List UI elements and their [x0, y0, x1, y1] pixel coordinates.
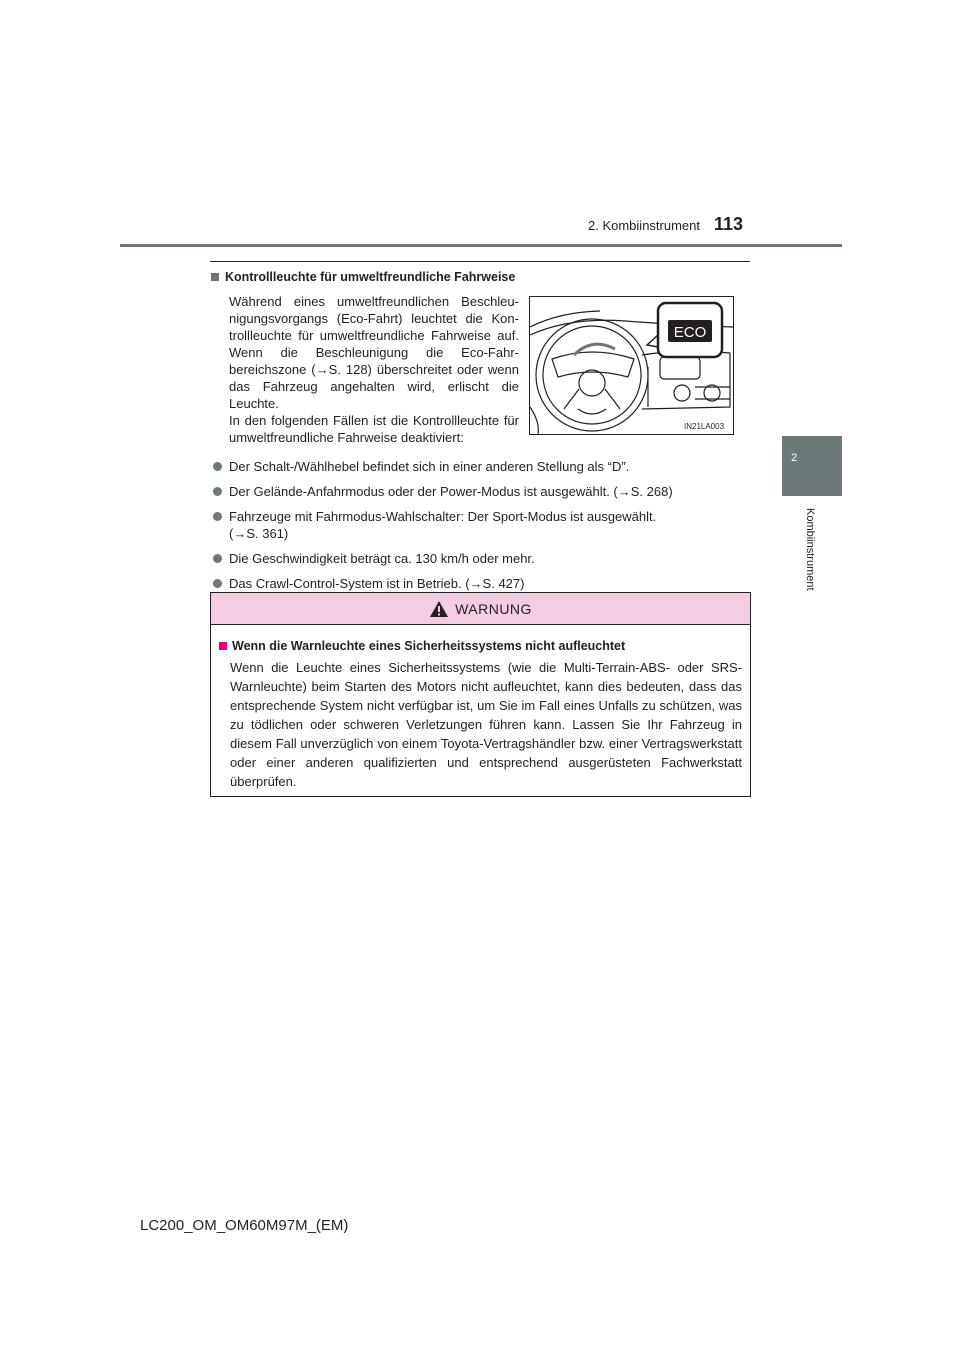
bullet-dot-icon [213, 554, 222, 563]
list-item [213, 575, 733, 592]
list-item-text: Der Gelände-Anfahrmodus oder der Power-Modus ist ausgewählt. (→S. 268) [229, 484, 673, 499]
warning-title: WARNUNG [455, 600, 532, 617]
bullet-dot-icon [213, 512, 222, 521]
bullet-dot-icon [213, 462, 222, 471]
section-divider [210, 261, 750, 262]
eco-indicator-label: ECO [673, 324, 707, 341]
warning-subheading [219, 639, 742, 653]
chapter-tab-number: 2 [790, 452, 798, 464]
page-number: 113 [714, 214, 744, 234]
list-item [213, 550, 733, 567]
list-item-text: Fahrzeuge mit Fahrmodus-Wahlschalter: Der Sport-Modus ist ausgewählt. (→S. 361) [229, 509, 657, 541]
section-heading-text: Kontrollleuchte für umweltfreundliche Fahrweise [225, 270, 516, 284]
bullet-dot-icon [213, 579, 222, 588]
square-bullet-icon [211, 273, 219, 281]
running-header-section: 2. Kombiinstrument [588, 218, 700, 233]
list-item-text: Der Schalt-/Wählhebel befindet sich in einer anderen Stellung als “D”. [229, 459, 630, 474]
warning-body [211, 625, 750, 791]
square-bullet-icon [219, 642, 227, 650]
chapter-tab-label: Kombiinstrument [804, 508, 816, 591]
eco-indicator-illustration [529, 296, 734, 435]
chapter-tab [782, 436, 842, 496]
section-paragraph [229, 293, 519, 446]
warning-box [210, 592, 751, 797]
list-item [213, 483, 733, 500]
warning-subheading-text: Wenn die Warnleuchte eines Sicherheitssystems nicht aufleuchtet [232, 639, 626, 653]
figure-code: IN21LA003 [684, 422, 725, 431]
steering-wheel-illustration [530, 297, 733, 434]
warning-triangle-icon [429, 600, 449, 618]
section-heading [211, 270, 515, 284]
list-item-text: Das Crawl-Control-System ist in Betrieb. (→S. 427) [229, 576, 525, 591]
bullet-dot-icon [213, 487, 222, 496]
document-code: LC200_OM_OM60M97M_(EM) [140, 1217, 349, 1234]
header-divider [120, 244, 842, 247]
bullet-list [213, 458, 733, 600]
warning-header [211, 593, 750, 625]
list-item [213, 458, 733, 475]
warning-text: Wenn die Leuchte eines Sicherheitssystems (wie die Multi-Terrain-ABS- oder SRS-Warnleuchte) beim Starten des Motors nicht aufleuchtet, kann dies bedeuten, dass das entsprechende System nicht verfügbar ist, um Sie im Fall eines Unfalls zu schützen, was zu tödlichen oder schweren Verletzungen führen kann. Lassen Sie Ihr Fahrzeug in diesem Fall unverzüglich von einem Toyota-Vertragshändler bzw. einer Vertragswerkstatt oder einer anderen qualifizierten und entsprechend ausgerüsteten Fachwerkstatt überprüfen. [230, 660, 742, 789]
section-paragraph-text: Während eines umweltfreundlichen Beschleunigungsvorgangs (Eco-Fahrt) leuchtet die Kontrollleuchte für umweltfreundliche Fahrweise auf. Wenn die Beschleunigung die Eco-Fahrbereichszone (→S. 128) überschreitet oder wenn das Fahrzeug angehalten wird, erlischt die Leuchte. In den folgenden Fällen ist die Kontrollleuchte für umweltfreundliche Fahrweise deaktiviert: [229, 294, 519, 445]
list-item-text: Die Geschwindigkeit beträgt ca. 130 km/h oder mehr. [229, 551, 535, 566]
list-item [213, 508, 733, 542]
